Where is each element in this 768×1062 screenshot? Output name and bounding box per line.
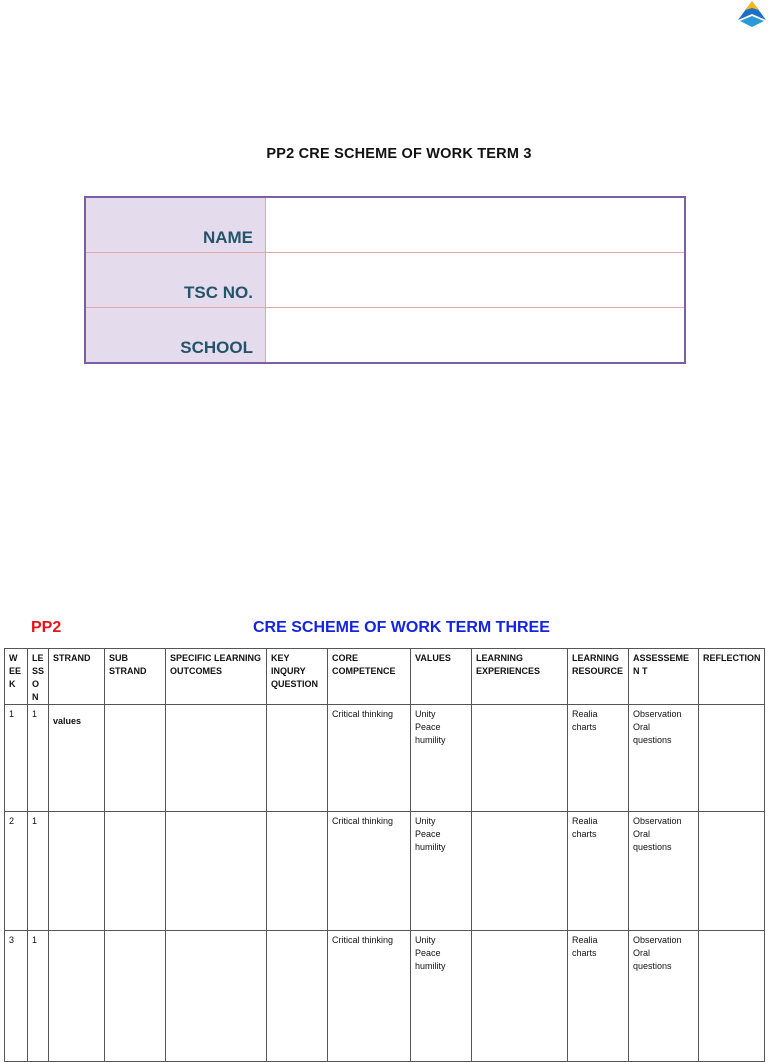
week-cell: 3 bbox=[5, 931, 28, 1062]
header-sub-strand: SUB STRAND bbox=[105, 649, 166, 705]
header-resources: LEARNING RESOURCE bbox=[568, 649, 629, 705]
strand-cell bbox=[49, 931, 105, 1062]
assessment-item: Oral bbox=[633, 948, 651, 958]
header-assessment: ASSESSEMEN T bbox=[629, 649, 699, 705]
outcomes-cell bbox=[166, 705, 267, 812]
key-question-cell bbox=[267, 705, 328, 812]
info-row-school bbox=[85, 308, 685, 364]
mountain-logo-icon bbox=[736, 0, 768, 28]
value-item: humility bbox=[415, 735, 446, 745]
assessment-item: Oral bbox=[633, 829, 651, 839]
resource-item: charts bbox=[572, 722, 597, 732]
assessment-item: Observation bbox=[633, 935, 682, 945]
header-experiences: LEARNING EXPERIENCES bbox=[472, 649, 568, 705]
assessment-item: Oral bbox=[633, 722, 651, 732]
values-cell bbox=[411, 812, 472, 931]
assessment-cell bbox=[629, 812, 699, 931]
strand-cell: values bbox=[49, 705, 105, 812]
reflection-cell bbox=[699, 705, 765, 812]
teacher-info-table bbox=[84, 196, 686, 364]
header-strand: STRAND bbox=[49, 649, 105, 705]
value-item: Unity bbox=[415, 935, 436, 945]
assessment-item: questions bbox=[633, 961, 672, 971]
table-row bbox=[5, 812, 765, 931]
resource-item: charts bbox=[572, 829, 597, 839]
header-competence: CORE COMPETENCE bbox=[328, 649, 411, 705]
assessment-item: questions bbox=[633, 735, 672, 745]
lesson-cell: 1 bbox=[28, 812, 49, 931]
values-cell bbox=[411, 931, 472, 1062]
sub-strand-cell bbox=[105, 931, 166, 1062]
school-field[interactable] bbox=[266, 308, 686, 364]
value-item: Peace bbox=[415, 948, 441, 958]
reflection-cell bbox=[699, 812, 765, 931]
header-week: W EE K bbox=[5, 649, 28, 705]
header-row bbox=[5, 649, 765, 705]
week-cell: 2 bbox=[5, 812, 28, 931]
name-label: NAME bbox=[85, 197, 266, 253]
resources-cell bbox=[568, 812, 629, 931]
strand-cell bbox=[49, 812, 105, 931]
competence-cell: Critical thinking bbox=[328, 705, 411, 812]
header-values: VALUES bbox=[411, 649, 472, 705]
key-question-cell bbox=[267, 931, 328, 1062]
value-item: Peace bbox=[415, 722, 441, 732]
assessment-item: questions bbox=[633, 842, 672, 852]
lesson-cell: 1 bbox=[28, 705, 49, 812]
resource-item: charts bbox=[572, 948, 597, 958]
assessment-cell bbox=[629, 705, 699, 812]
grade-label: PP2 bbox=[31, 619, 62, 636]
value-item: Peace bbox=[415, 829, 441, 839]
competence-cell: Critical thinking bbox=[328, 812, 411, 931]
values-cell bbox=[411, 705, 472, 812]
key-question-cell bbox=[267, 812, 328, 931]
assessment-item: Observation bbox=[633, 816, 682, 826]
experiences-cell bbox=[472, 931, 568, 1062]
experiences-cell bbox=[472, 812, 568, 931]
tsc-field[interactable] bbox=[266, 253, 686, 308]
table-row bbox=[5, 931, 765, 1062]
name-field[interactable] bbox=[266, 197, 686, 253]
value-item: Unity bbox=[415, 709, 436, 719]
value-item: humility bbox=[415, 842, 446, 852]
info-row-tsc bbox=[85, 253, 685, 308]
header-key-question: KEY INQURY QUESTION bbox=[267, 649, 328, 705]
scheme-title: CRE SCHEME OF WORK TERM THREE bbox=[253, 619, 550, 636]
lesson-cell: 1 bbox=[28, 931, 49, 1062]
tsc-label: TSC NO. bbox=[85, 253, 266, 308]
sub-strand-cell bbox=[105, 812, 166, 931]
header-lesson: LE SS O N bbox=[28, 649, 49, 705]
resource-item: Realia bbox=[572, 816, 598, 826]
header-reflection: REFLECTION bbox=[699, 649, 765, 705]
experiences-cell bbox=[472, 705, 568, 812]
school-label: SCHOOL bbox=[85, 308, 266, 364]
outcomes-cell bbox=[166, 812, 267, 931]
info-row-name bbox=[85, 197, 685, 253]
value-item: Unity bbox=[415, 816, 436, 826]
table-row bbox=[5, 705, 765, 812]
outcomes-cell bbox=[166, 931, 267, 1062]
document-title: PP2 CRE SCHEME OF WORK TERM 3 bbox=[266, 146, 532, 162]
resources-cell bbox=[568, 705, 629, 812]
week-cell: 1 bbox=[5, 705, 28, 812]
resource-item: Realia bbox=[572, 935, 598, 945]
assessment-item: Observation bbox=[633, 709, 682, 719]
resource-item: Realia bbox=[572, 709, 598, 719]
competence-cell: Critical thinking bbox=[328, 931, 411, 1062]
scheme-of-work-table bbox=[4, 648, 765, 1062]
reflection-cell bbox=[699, 931, 765, 1062]
header-outcomes: SPECIFIC LEARNING OUTCOMES bbox=[166, 649, 267, 705]
assessment-cell bbox=[629, 931, 699, 1062]
resources-cell bbox=[568, 931, 629, 1062]
value-item: humility bbox=[415, 961, 446, 971]
sub-strand-cell bbox=[105, 705, 166, 812]
